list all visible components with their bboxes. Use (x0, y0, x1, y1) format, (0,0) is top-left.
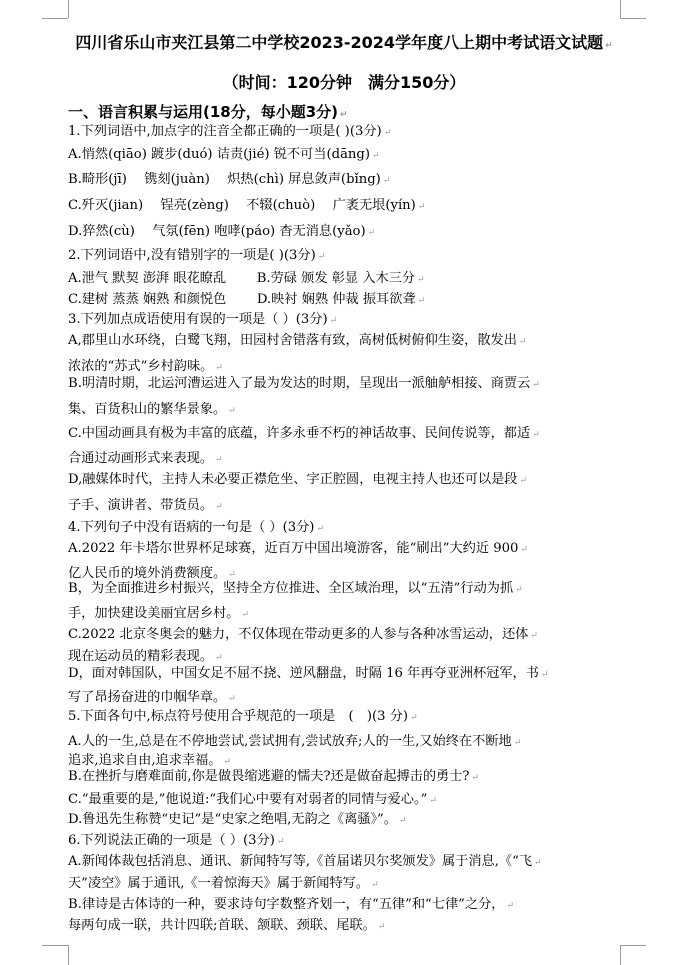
paragraph-mark: ↵ (215, 363, 223, 373)
text-line: B.律诗是古体诗的一种，要求诗句字数整齐划一，有“五律”和“七律”之分， ↵ (68, 897, 515, 912)
text-line: A.2022 年卡塔尔世界杯足球赛，近百万中国出境游客，能“刷出”大约近 900 ↵ (68, 541, 528, 556)
crop-mark-bottom-left (68, 945, 69, 965)
crop-mark-bottom-left (42, 945, 68, 946)
text-line: 集、百货积山的繁华景象。 ↵ (68, 402, 236, 417)
crop-mark-bottom-right (620, 945, 621, 965)
text-line: D，面对韩国队，中国女足不屈不挠、逆风翻盘，时隔 16 年再夺亚洲杯冠军，书 ↵ (68, 666, 549, 681)
paragraph-mark: ↵ (417, 202, 426, 212)
paragraph-mark: ↵ (316, 524, 324, 534)
text-line: D,融媒体时代，主持人未必要正襟危坐、字正腔圆，电视主持人也还可以是段 ↵ (68, 472, 528, 487)
paragraph-mark: ↵ (532, 380, 540, 390)
text-line: D.猝然(cù) 气氛(fēn) 咆哮(páo) 杳无消息(yǎo) ↵ (68, 224, 376, 239)
text-line: 现在运动员的精彩表现。 ↵ (68, 649, 223, 664)
crop-mark-top-right (620, 0, 621, 18)
text-line: A.泄气 默契 澎湃 眼花瞭乱 B.劳碌 颁发 彰显 入木三分 ↵ (68, 271, 425, 286)
text-line: 写了昂扬奋进的巾帼华章。 ↵ (68, 690, 236, 705)
paragraph-mark: ↵ (520, 545, 528, 555)
paragraph-mark: ↵ (367, 228, 376, 238)
paragraph-mark: ↵ (410, 713, 418, 723)
paragraph-mark: ↵ (540, 670, 549, 680)
page-title: 四川省乐山市夹江县第二中学校2023-2024学年度八上期中考试语文试题 ↵ (75, 33, 613, 52)
paragraph-mark: ↵ (429, 796, 437, 806)
paragraph-mark: ↵ (519, 476, 528, 486)
crop-mark-top-left (42, 18, 68, 19)
paragraph-mark: ↵ (241, 610, 249, 620)
text-line: A.悄然(qiāo) 踱步(duó) 诘责(jié) 锐不可当(dāng) ↵ (68, 147, 380, 162)
text-line: C.2022 北京冬奥会的魅力，不仅体现在带动更多的人参与各种冰雪运动，还体 ↵ (68, 627, 538, 642)
text-line: 1.下列词语中,加点字的注音全都正确的一项是( )(3分) ↵ (68, 124, 392, 139)
paragraph-mark: ↵ (228, 694, 236, 704)
paragraph-mark: ↵ (530, 631, 538, 641)
text-line: 6.下列说法正确的一项是（ ）(3分) ↵ (68, 833, 285, 848)
paragraph-mark: ↵ (383, 128, 392, 138)
paragraph-mark: ↵ (228, 570, 236, 580)
text-line: 手，加快建设美丽宜居乡村。 ↵ (68, 606, 249, 621)
text-line: 5.下面各句中,标点符号使用合乎规范的一项是 ( )(3 分) ↵ (68, 709, 418, 724)
text-line: B.明清时期，北运河漕运进入了最为发达的时期，呈现出一派舳舻相接、商贾云 ↵ (68, 376, 540, 391)
text-line: 4.下列句子中没有语病的一句是（ ）(3分) ↵ (68, 520, 324, 535)
text-line: 追求,追求自由,追求幸福。 ↵ (68, 753, 231, 768)
paragraph-mark: ↵ (398, 816, 407, 826)
text-line: C.歼灭(jian) 锃亮(zèng) 不辍(chuò) 广袤无垠(yín) ↵ (68, 198, 426, 213)
text-line: 3.下列加点成语使用有误的一项是（ ）(3分) ↵ (68, 312, 338, 327)
paragraph-mark: ↵ (317, 252, 326, 262)
text-line: B.在挫折与磨难面前,你是做畏缩逃避的懦夫?还是做奋起搏击的勇士? ↵ (68, 769, 480, 784)
paragraph-mark: ↵ (534, 858, 542, 868)
section-heading: 一、语言积累与运用(18分，每小题3分) ↵ (68, 103, 348, 121)
paragraph-mark: ↵ (215, 653, 223, 663)
text-line: 2.下列词语中,没有错别字的一项是( )(3分) ↵ (68, 248, 326, 263)
crop-mark-top-left (68, 0, 69, 18)
text-line: C.“最重要的是,”他说道:“我们心中要有对弱者的同情与爱心。” ↵ (68, 792, 437, 807)
crop-mark-top-right (620, 18, 646, 19)
paragraph-mark: ↵ (371, 880, 379, 890)
text-line: 合通过动画形式来表现。 ↵ (68, 451, 223, 466)
text-line: B.畸形(jī) 镌刻(juàn) 炽热(chì) 屏息敛声(bǐng) ↵ (68, 172, 391, 187)
text-line: A.人的一生,总是在不停地尝试,尝试拥有,尝试放弃;人的一生,又始终在不断地 ↵ (68, 734, 522, 749)
text-line: 亿人民币的境外消费额度。 ↵ (68, 566, 236, 581)
crop-mark-bottom-right (620, 945, 646, 946)
paragraph-mark: ↵ (372, 151, 380, 161)
paragraph-mark: ↵ (471, 773, 480, 783)
paragraph-mark: ↵ (382, 176, 391, 186)
text-line: A,郡里山水环绕，白鹭飞翔，田园村舍错落有致，高树低树俯仰生姿，散发出 ↵ (68, 333, 527, 348)
text-line: 浓浓的“苏式”乡村韵味。 ↵ (68, 359, 223, 374)
paragraph-mark: ↵ (223, 757, 231, 767)
paragraph-mark: ↵ (506, 901, 515, 911)
paragraph-mark: ↵ (515, 585, 523, 595)
paragraph-mark: ↵ (417, 275, 425, 285)
paragraph-mark: ↵ (329, 316, 338, 326)
paragraph-mark: ↵ (228, 406, 236, 416)
paragraph-mark: ↵ (215, 502, 223, 512)
text-line: 天”凌空》属于通讯,《一着惊海天》属于新闻特写。 ↵ (68, 876, 379, 891)
paragraph-mark: ↵ (518, 337, 527, 347)
text-line: B，为全面推进乡村振兴，坚持全方位推进、全区域治理，以“五清”行动为抓 ↵ (68, 581, 523, 596)
paragraph-mark: ↵ (417, 296, 426, 306)
text-line: 子手、演讲者、带货员。 ↵ (68, 498, 223, 513)
text-line: 每两句成一联，共计四联;首联、颔联、颈联、尾联。 ↵ (68, 918, 386, 933)
text-line: C.建树 蒸蒸 娴熟 和颜悦色 D.映衬 娴熟 仲裁 振耳欲聋 ↵ (68, 292, 426, 307)
text-line: C.中国动画具有极为丰富的底蕴，许多永垂不朽的神话故事、民间传说等，都适 ↵ (68, 426, 540, 441)
paragraph-mark: ↵ (513, 738, 522, 748)
exam-info: （时间：120分钟 满分150分） (222, 73, 466, 92)
paragraph-mark: ↵ (532, 430, 540, 440)
text-line: D.鲁迅先生称赞“史记”是“史家之绝唱,无韵之《离骚》”。 ↵ (68, 812, 407, 827)
paragraph-mark: ↵ (215, 455, 223, 465)
paragraph-mark: ↵ (377, 922, 386, 932)
paragraph-mark: ↵ (276, 837, 285, 847)
text-line: A.新闻体裁包括消息、通讯、新闻特写等,《首届诺贝尔奖颁发》属于消息,《“飞 ↵ (68, 854, 542, 869)
